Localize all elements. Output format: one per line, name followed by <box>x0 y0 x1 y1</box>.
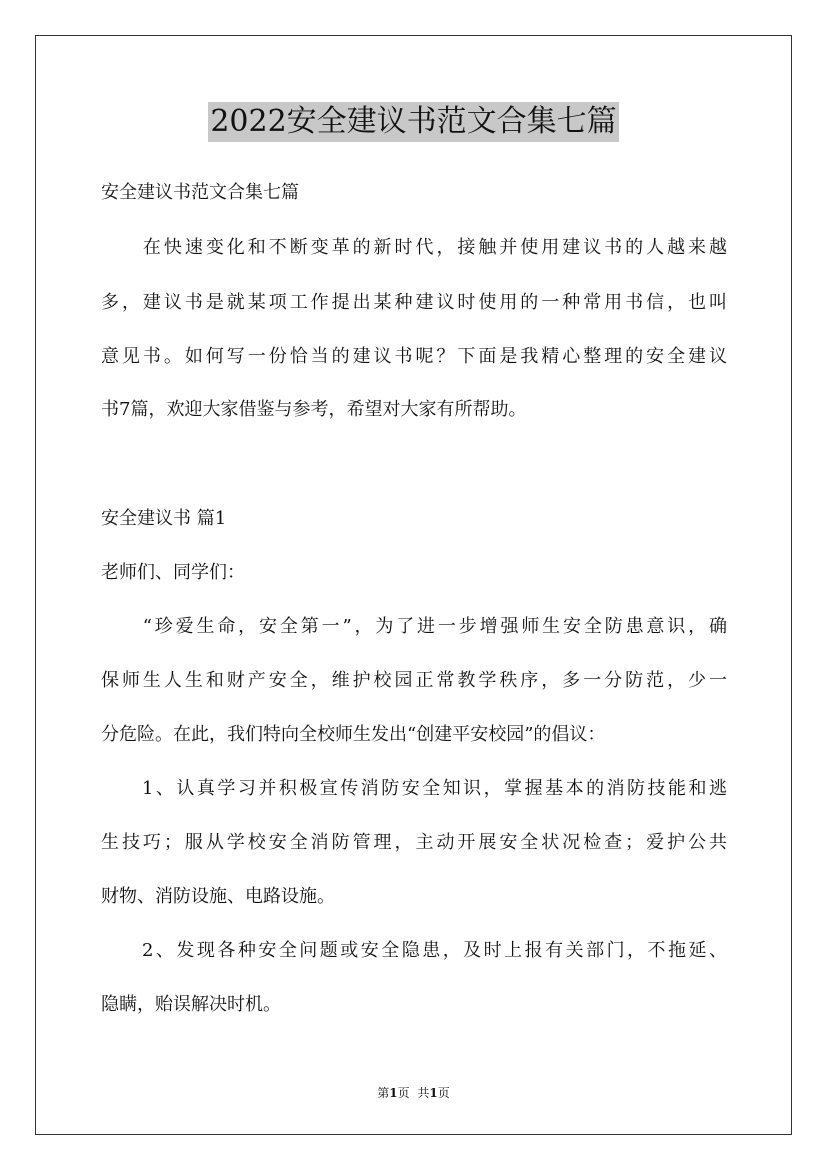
page-number: 1 <box>389 1086 398 1100</box>
total-label-prefix: 共 <box>417 1086 430 1100</box>
paragraph-line: 书7篇，欢迎大家借鉴与参考，希望对大家有所帮助。 <box>101 399 527 420</box>
page-footer <box>0 1085 827 1101</box>
page-label-suffix: 页 <box>397 1086 410 1100</box>
subtitle-line: 安全建议书范文合集七篇 <box>101 182 299 203</box>
paragraph-line: 多，建议书是就某项工作提出某种建议时使用的一种常用书信，也叫 <box>101 292 727 313</box>
section-heading: 安全建议书 篇1 <box>101 508 227 529</box>
paragraph-line: 保师生人生和财产安全，维护校园正常教学秩序，多一分防范，少一 <box>101 670 727 691</box>
paragraph-line: 生技巧；服从学校安全消防管理，主动开展安全状况检查；爱护公共 <box>101 832 727 853</box>
page-label-prefix: 第 <box>377 1086 390 1100</box>
total-label-suffix: 页 <box>437 1086 450 1100</box>
paragraph-line: 在快速变化和不断变革的新时代，接触并使用建议书的人越来越 <box>101 237 727 258</box>
salutation-line: 老师们、同学们： <box>101 562 245 583</box>
document-title: 2022安全建议书范文合集七篇 <box>208 102 618 142</box>
total-pages: 1 <box>429 1086 438 1100</box>
paragraph-line: 分危险。在此，我们特向全校师生发出“创建平安校园”的倡议： <box>101 724 606 745</box>
paragraph-line: 2、发现各种安全问题或安全隐患，及时上报有关部门，不拖延、 <box>101 940 727 961</box>
paragraph-line: 隐瞒，贻误解决时机。 <box>101 994 281 1015</box>
paragraph-line: 意见书。如何写一份恰当的建议书呢？下面是我精心整理的安全建议 <box>101 346 727 367</box>
paragraph-line: 财物、消防设施、电路设施。 <box>101 886 335 907</box>
paragraph-line: 1、认真学习并积极宣传消防安全知识，掌握基本的消防技能和逃 <box>101 778 727 799</box>
title-container <box>0 102 827 142</box>
paragraph-line: “珍爱生命，安全第一”，为了进一步增强师生安全防患意识，确 <box>101 616 727 637</box>
